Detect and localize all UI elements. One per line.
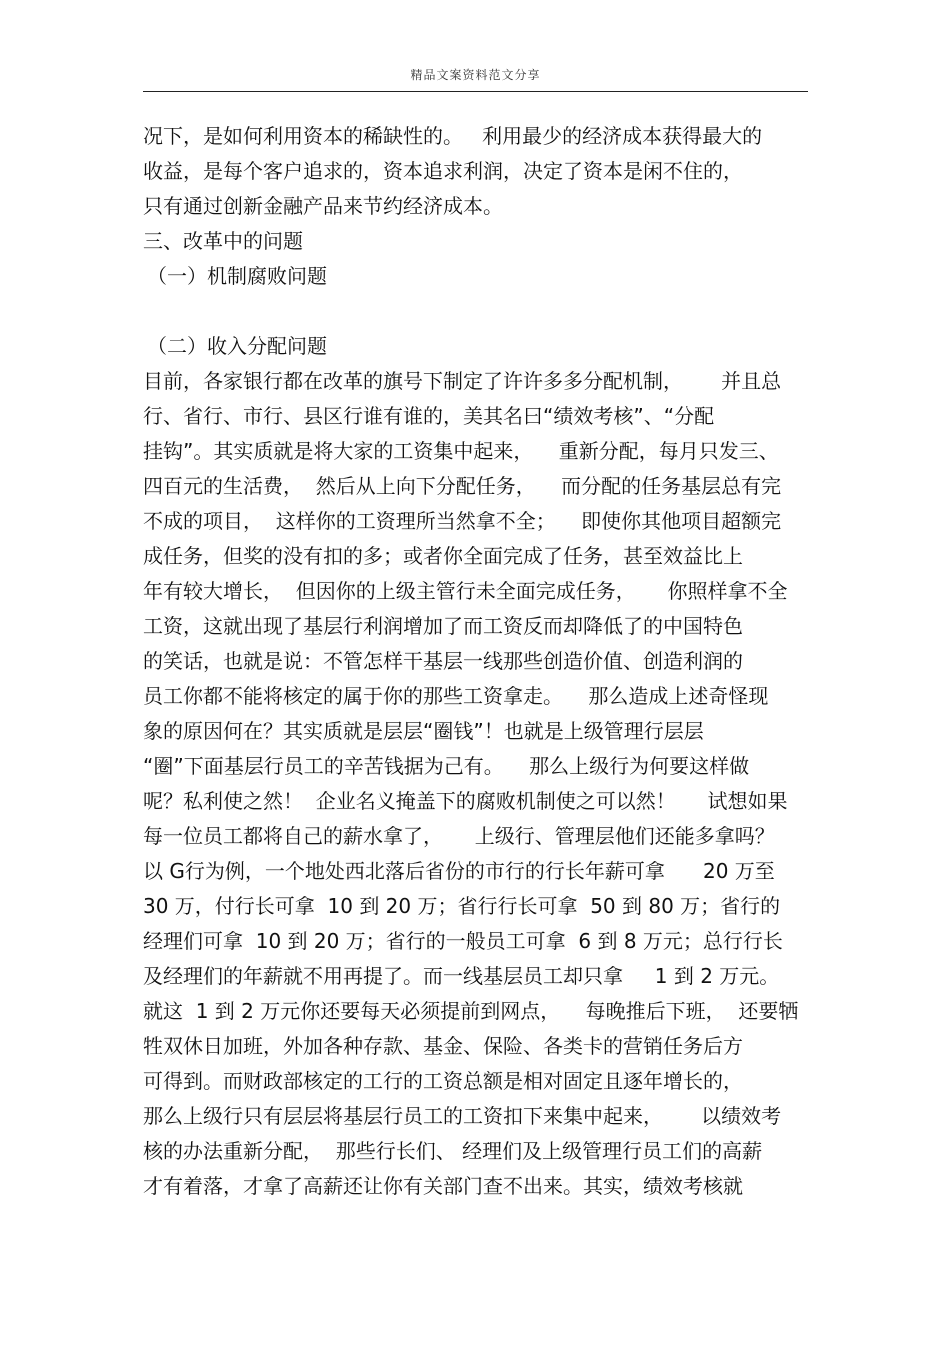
paragraph-line: 成任务，但奖的没有扣的多；或者你全面完成了任务，甚至效益比上 <box>143 544 743 568</box>
paragraph-line: 象的原因何在？其实质就是层层“圈钱”！也就是上级管理行层层 <box>143 719 704 743</box>
paragraph-line: 经理们可拿 10 到 20 万；省行的一般员工可拿 6 到 8 万元；总行行长 <box>143 929 783 953</box>
paragraph-line: 目前，各家银行都在改革的旗号下制定了许许多多分配机制， 并且总 <box>143 369 782 393</box>
paragraph-line: 每一位员工都将自己的薪水拿了， 上级行、管理层他们还能多拿吗？ <box>143 824 775 848</box>
paragraph-line: 核的办法重新分配， 那些行长们、 经理们及上级管理行员工们的高薪 <box>143 1139 763 1163</box>
document-body <box>143 119 823 1204</box>
paragraph-line: 以 G行为例，一个地处西北落后省份的市行的行长年薪可拿 20 万至 <box>143 859 775 883</box>
paragraph-line: 工资，这就出现了基层行利润增加了而工资反而却降低了的中国特色 <box>143 614 743 638</box>
paragraph-line: 不成的项目， 这样你的工资理所当然拿不全； 即使你其他项目超额完 <box>143 509 782 533</box>
paragraph-line: 呢？私利使之然！ 企业名义掩盖下的腐败机制使之可以然！ 试想如果 <box>143 789 788 813</box>
section-heading: 三、改革中的问题 <box>143 229 303 253</box>
paragraph-line: 30 万，付行长可拿 10 到 20 万；省行行长可拿 50 到 80 万；省行的 <box>143 894 781 918</box>
paragraph-line: 那么上级行只有层层将基层行员工的工资扣下来集中起来， 以绩效考 <box>143 1104 782 1128</box>
paragraph-line: 员工你都不能将核定的属于你的那些工资拿走。 那么造成上述奇怪现 <box>143 684 769 708</box>
paragraph-line: 的笑话，也就是说：不管怎样干基层一线那些创造价值、创造利润的 <box>143 649 743 673</box>
paragraph-line: 行、省行、市行、县区行谁有谁的，美其名曰“绩效考核”、“分配 <box>143 404 715 428</box>
header-divider <box>143 91 808 92</box>
page-header-title: 精品文案资料范文分享 <box>410 68 541 82</box>
blank-line <box>143 294 823 329</box>
paragraph-line: 就这 1 到 2 万元你还要每天必须提前到网点， 每晚推后下班， 还要牺 <box>143 999 799 1023</box>
paragraph-line: 况下，是如何利用资本的稀缺性的。 利用最少的经济成本获得最大的 <box>143 124 763 148</box>
subsection-heading: （一）机制腐败问题 <box>147 264 327 288</box>
paragraph-line: 挂钩”。其实质就是将大家的工资集中起来， 重新分配，每月只发三、 <box>143 439 779 463</box>
paragraph-line: 收益，是每个客户追求的，资本追求利润，决定了资本是闲不住的， <box>143 159 743 183</box>
paragraph-line: 只有通过创新金融产品来节约经济成本。 <box>143 194 503 218</box>
paragraph-line: 及经理们的年薪就不用再提了。而一线基层员工却只拿 1 到 2 万元。 <box>143 964 780 988</box>
paragraph-line: 才有着落，才拿了高薪还让你有关部门查不出来。其实，绩效考核就 <box>143 1174 743 1198</box>
paragraph-line: 年有较大增长， 但因你的上级主管行未全面完成任务， 你照样拿不全 <box>143 579 788 603</box>
paragraph-line: 可得到。而财政部核定的工行的工资总额是相对固定且逐年增长的， <box>143 1069 743 1093</box>
paragraph-line: 四百元的生活费， 然后从上向下分配任务， 而分配的任务基层总有完 <box>143 474 782 498</box>
paragraph-line: 牲双休日加班，外加各种存款、基金、保险、各类卡的营销任务后方 <box>143 1034 743 1058</box>
subsection-heading: （二）收入分配问题 <box>147 334 327 358</box>
paragraph-line: “圈”下面基层行员工的辛苦钱据为己有。 那么上级行为何要这样做 <box>143 754 750 778</box>
